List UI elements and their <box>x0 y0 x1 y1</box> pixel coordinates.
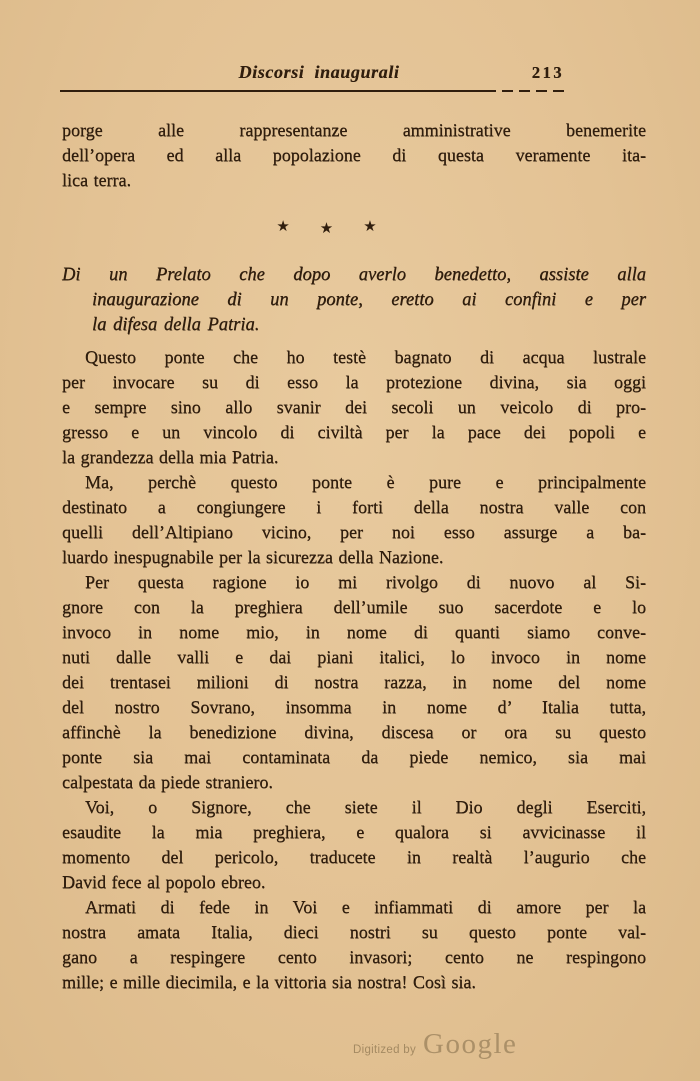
continuation-paragraph <box>62 118 646 193</box>
text-line: calpestata da piede straniero. <box>62 772 273 792</box>
text-line: quelli dell’Altipiano vicino, per noi esso assurge a ba- <box>62 522 646 542</box>
text-line: Per questa ragione io mi rivolgo di nuovo al Si- <box>85 572 646 592</box>
text-line: la grandezza della mia Patria. <box>62 447 279 467</box>
text-line: esaudite la mia preghiera, e qualora si avvicinasse il <box>62 822 646 842</box>
paragraph <box>62 345 646 470</box>
text-line: dei trentasei milioni di nostra razza, in nome del nome <box>62 672 646 692</box>
star-icon: ★ <box>319 221 349 237</box>
star-icon: ★ <box>363 219 392 235</box>
text-line: gano a respingere cento invasori; cento ne respingono <box>62 947 646 967</box>
header-rule <box>60 90 568 93</box>
paragraph <box>62 795 646 895</box>
text-line: luardo inespugnabile per la sicurezza della Nazione. <box>62 547 444 567</box>
text-line: destinato a congiungere i forti della nostra valle con <box>62 497 646 517</box>
text-line: nuti dalle valli e dai piani italici, lo invoco in nome <box>62 647 646 667</box>
star-divider <box>62 217 576 237</box>
text-line: porge alle rappresentanze amministrative benemerite <box>62 120 646 140</box>
paragraph <box>62 470 646 570</box>
paragraph <box>62 570 646 795</box>
watermark-brand: Google <box>423 1028 518 1060</box>
text-line: invoco in nome mio, in nome di quanti siamo conve- <box>62 622 646 642</box>
text-line: gresso e un vincolo di civiltà per la pace dei popoli e <box>62 422 646 442</box>
star-icon: ★ <box>276 219 305 235</box>
text-line: e sempre sino allo svanir dei secoli un veicolo di pro- <box>62 397 646 417</box>
paragraph <box>62 895 646 995</box>
text-line: mille; e mille diecimila, e la vittoria sia nostra! Così sia. <box>62 972 476 992</box>
page-number: 213 <box>531 63 564 82</box>
text-line: gnore con la preghiera dell’umile suo sacerdote e lo <box>62 597 646 617</box>
text-line: la difesa della Patria. <box>92 315 260 335</box>
watermark-prefix: Digitized by <box>353 1044 417 1056</box>
text-line: del nostro Sovrano, insomma in nome d’ Italia tutta, <box>62 697 646 717</box>
page-header <box>62 62 646 82</box>
text-line: Questo ponte che ho testè bagnato di acqua lustrale <box>85 347 646 367</box>
text-line: per invocare su di esso la protezione divina, sia oggi <box>62 372 646 392</box>
text-line: lica terra. <box>62 170 131 190</box>
text-line: inaugurazione di un ponte, eretto ai confini e per <box>92 290 646 310</box>
text-line: nostra amata Italia, dieci nostri su questo ponte val- <box>62 922 646 942</box>
text-line: David fece al popolo ebreo. <box>62 872 266 892</box>
google-watermark <box>353 1028 517 1061</box>
section-heading <box>62 263 646 338</box>
text-line: Di un Prelato che dopo averlo benedetto, assiste alla <box>62 265 646 285</box>
text-line: Ma, perchè questo ponte è pure e principalmente <box>85 472 646 492</box>
text-line: momento del pericolo, traducete in realtà l’augurio che <box>62 847 646 867</box>
text-line: Armati di fede in Voi e infiammati di amore per la <box>85 897 646 917</box>
text-block <box>62 0 646 995</box>
text-line: dell’opera ed alla popolazione di questa veramente ita- <box>62 145 646 165</box>
running-title: Discorsi inaugurali <box>238 62 400 82</box>
text-line: affinchè la benedizione divina, discesa or ora su questo <box>62 722 646 742</box>
text-line: ponte sia mai contaminata da piede nemico, sia mai <box>62 747 646 767</box>
text-line: Voi, o Signore, che siete il Dio degli Eserciti, <box>85 797 646 817</box>
paragraphs-container <box>62 345 646 995</box>
